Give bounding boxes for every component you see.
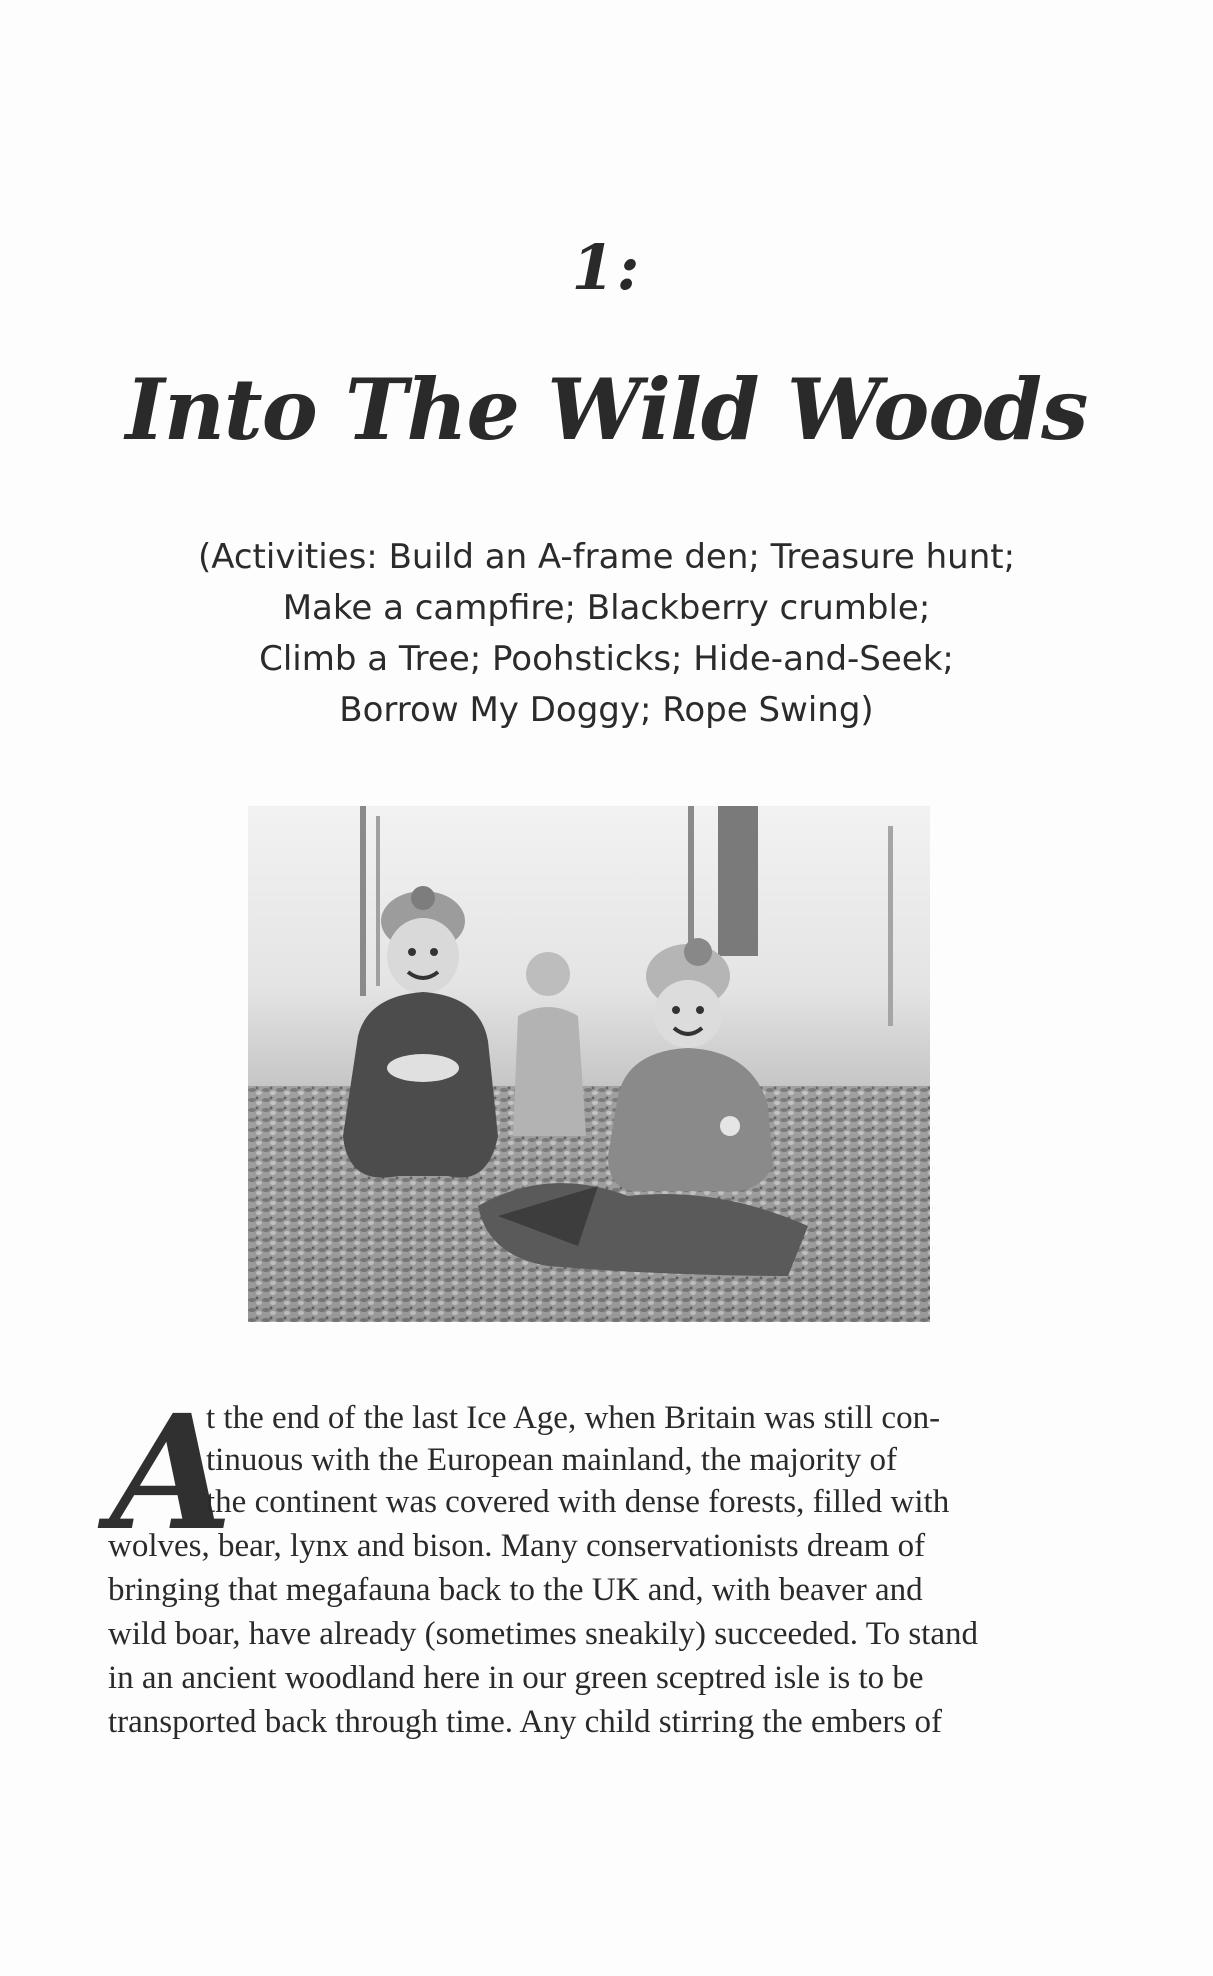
body-line: bringing that megafauna back to the UK and, with beaver and	[108, 1572, 923, 1608]
chapter-number: 1:	[571, 231, 642, 304]
drop-cap: A	[110, 1381, 233, 1566]
activities-line: Climb a Tree; Poohsticks; Hide-and-Seek;	[259, 639, 954, 679]
activities-line: Make a campfire; Blackberry crumble;	[282, 588, 931, 628]
chapter-title: Into The Wild Woods	[125, 360, 1088, 459]
body-line: transported back through time. Any child stirring the embers of	[108, 1704, 942, 1740]
photo-illustration	[248, 806, 930, 1322]
body-line: wild boar, have already (sometimes sneakily) succeeded. To stand	[108, 1616, 978, 1652]
photo-children-in-woods	[248, 806, 930, 1322]
activities-line: (Activities: Build an A-frame den; Treasure hunt;	[197, 537, 1016, 577]
activities-line: Borrow My Doggy; Rope Swing)	[339, 690, 874, 730]
activities-list	[100, 532, 1113, 736]
body-line: t the end of the last Ice Age, when Britain was still con-	[206, 1400, 941, 1436]
body-line: the continent was covered with dense forests, filled with	[206, 1484, 950, 1520]
body-line: tinuous with the European mainland, the majority of	[206, 1442, 898, 1478]
body-line: wolves, bear, lynx and bison. Many conservationists dream of	[108, 1528, 926, 1564]
body-line: in an ancient woodland here in our green sceptred isle is to be	[108, 1660, 924, 1696]
